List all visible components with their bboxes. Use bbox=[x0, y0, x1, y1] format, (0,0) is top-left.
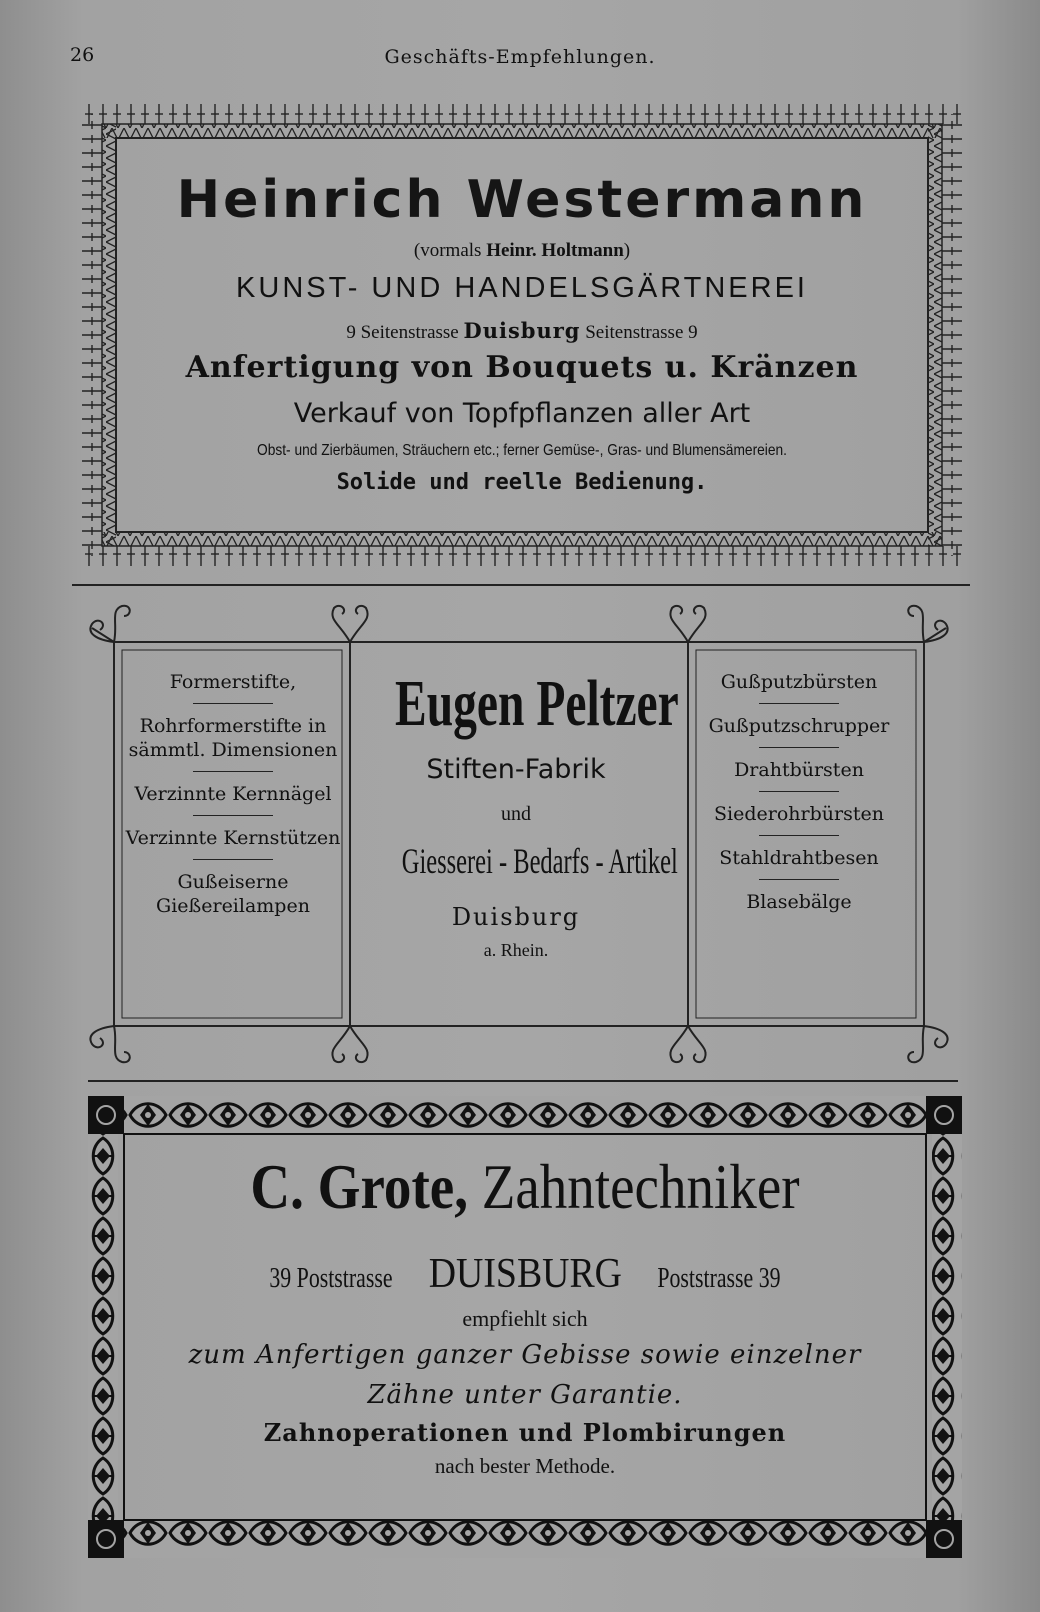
item-separator bbox=[193, 771, 273, 772]
grote-address bbox=[88, 1250, 962, 1298]
item-separator bbox=[759, 747, 839, 748]
grote-initial: C. bbox=[250, 1151, 304, 1222]
divider-rule bbox=[72, 584, 970, 586]
product-item: Rohrformerstifte in sämmtl. Dimensionen bbox=[128, 715, 338, 761]
divider-rule bbox=[88, 1080, 958, 1082]
peltzer-und: und bbox=[501, 803, 531, 825]
grote-recommends: empfiehlt sich bbox=[462, 1306, 588, 1331]
address-right: Seitenstrasse 9 bbox=[585, 322, 698, 343]
item-separator bbox=[193, 815, 273, 816]
westermann-sales-line: Verkauf von Topfpflanzen aller Art bbox=[293, 398, 751, 429]
address-left: 39 Poststrasse bbox=[269, 1263, 393, 1294]
formerly-suffix: ) bbox=[623, 240, 631, 261]
grote-dentures-line: zum Anfertigen ganzer Gebisse sowie einzelner bbox=[188, 1340, 862, 1370]
item-separator bbox=[759, 835, 839, 836]
westermann-address bbox=[82, 318, 962, 344]
westermann-name: Heinrich Westermann bbox=[176, 170, 868, 230]
westermann-service-line: Solide und reelle Bedienung. bbox=[336, 470, 708, 495]
grote-method-line: nach bester Methode. bbox=[434, 1454, 616, 1478]
peltzer-name: Eugen Peltzer bbox=[395, 667, 679, 740]
address-city: Duisburg bbox=[463, 318, 581, 343]
product-item: Verzinnte Kernstützen bbox=[125, 827, 341, 849]
product-item: Blasebälge bbox=[746, 891, 852, 913]
grote-surname: Grote, bbox=[317, 1151, 468, 1222]
peltzer-river: a. Rhein. bbox=[483, 940, 549, 960]
formerly-name: Heinr. Holtmann bbox=[486, 240, 624, 261]
peltzer-foundry-line: Giesserei - Bedarfs - Artikel bbox=[401, 841, 678, 881]
peltzer-city: Duisburg bbox=[451, 903, 581, 931]
address-left: 9 Seitenstrasse bbox=[346, 322, 459, 343]
ad-grote bbox=[88, 1096, 962, 1558]
grote-profession: Zahntechniker bbox=[481, 1151, 800, 1222]
item-separator bbox=[193, 703, 273, 704]
item-separator bbox=[759, 791, 839, 792]
running-header bbox=[70, 44, 970, 74]
grote-operations-line: Zahnoperationen und Plombirungen bbox=[263, 1418, 787, 1447]
item-separator bbox=[759, 703, 839, 704]
grote-teeth-line: Zähne unter Garantie. bbox=[367, 1380, 683, 1410]
product-item: Verzinnte Kernnägel bbox=[134, 783, 332, 805]
product-item: Formerstifte, bbox=[169, 671, 297, 693]
westermann-business: KUNST- UND HANDELSGÄRTNEREI bbox=[236, 272, 808, 304]
running-title: Geschäfts-Empfehlungen. bbox=[384, 46, 656, 68]
address-city: DUISBURG bbox=[428, 1251, 622, 1297]
product-item: Gußputzschrupper bbox=[708, 715, 890, 737]
item-separator bbox=[193, 859, 273, 860]
product-list-left bbox=[120, 670, 346, 918]
product-item: Gußeiserne Gießereilampen bbox=[156, 871, 310, 917]
item-separator bbox=[759, 879, 839, 880]
westermann-formerly bbox=[82, 240, 962, 262]
westermann-trees-line: Obst- und Zierbäumen, Sträuchern etc.; ferner Gemüse-, Gras- und Blumensämereien. bbox=[256, 442, 788, 459]
address-right: Poststrasse 39 bbox=[657, 1263, 781, 1294]
ad-westermann bbox=[82, 104, 962, 566]
page-number: 26 bbox=[70, 44, 95, 66]
product-item: Stahldrahtbesen bbox=[719, 847, 879, 869]
formerly-prefix: (vormals bbox=[413, 240, 482, 261]
westermann-bouquets-line: Anfertigung von Bouquets u. Kränzen bbox=[185, 350, 859, 385]
product-item: Siederohrbürsten bbox=[714, 803, 884, 825]
peltzer-center-panel bbox=[348, 600, 684, 1070]
ad-peltzer bbox=[78, 600, 968, 1070]
product-list-right bbox=[686, 670, 912, 914]
product-item: Drahtbürsten bbox=[734, 759, 864, 781]
peltzer-subtitle: Stiften-Fabrik bbox=[426, 754, 606, 785]
grote-name bbox=[149, 1150, 901, 1224]
product-item: Gußputzbürsten bbox=[720, 671, 878, 693]
